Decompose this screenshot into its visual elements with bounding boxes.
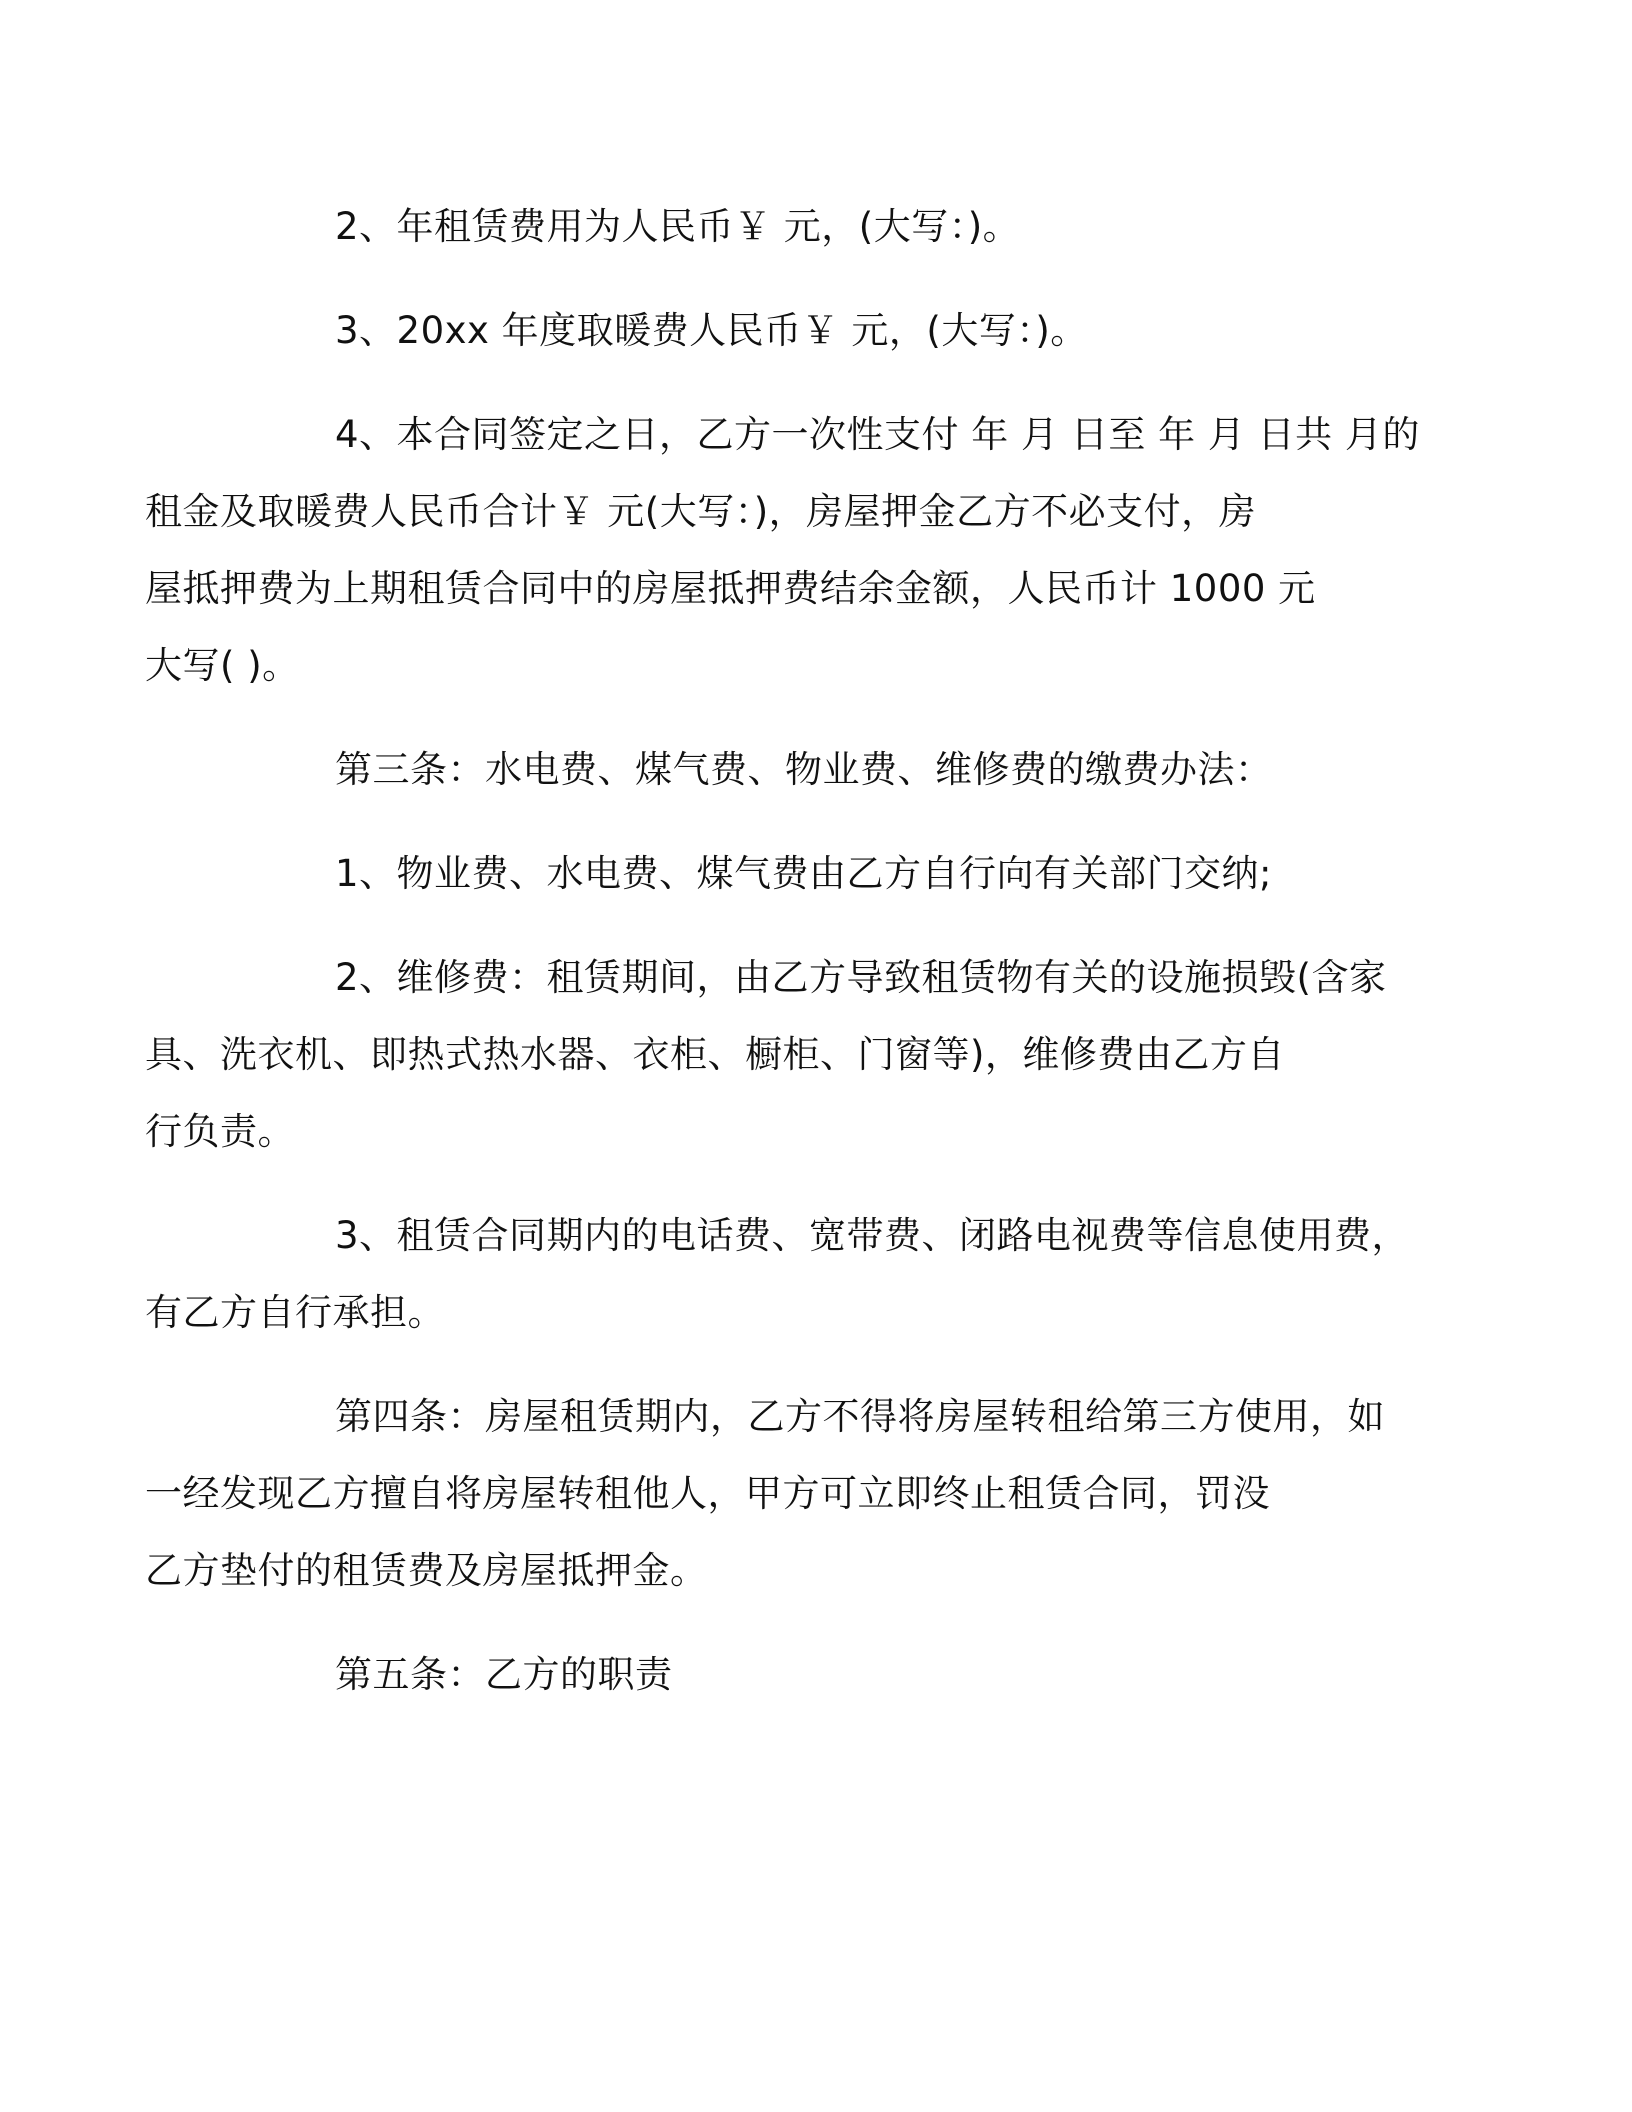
article-five-heading	[240, 1636, 1390, 1713]
text-line: 具、洗衣机、即热式热水器、衣柜、橱柜、门窗等)，维修费由乙方自	[145, 1033, 1285, 1076]
clause-annual-rent	[240, 188, 1390, 265]
clause-telecom-fees	[145, 1197, 1410, 1351]
text-line: 第四条：房屋租赁期内，乙方不得将房屋转租给第三方使用，如	[335, 1395, 1385, 1438]
text-line: 4、本合同签定之日，乙方一次性支付 年 月 日至 年 月 日共 月的	[335, 413, 1420, 456]
clause-payment	[145, 396, 1420, 704]
text-line: 行负责。	[145, 1110, 295, 1153]
text-line: 第五条：乙方的职责	[335, 1653, 673, 1696]
text-line: 3、20xx 年度取暖费人民币￥ 元，(大写：)。	[335, 309, 1088, 352]
text-line: 有乙方自行承担。	[145, 1291, 445, 1334]
text-line: 1、物业费、水电费、煤气费由乙方自行向有关部门交纳;	[335, 852, 1273, 895]
text-line: 大写( )。	[145, 644, 300, 687]
text-line: 一经发现乙方擅自将房屋转租他人，甲方可立即终止租赁合同，罚没	[145, 1472, 1270, 1515]
article-three-heading	[240, 731, 1390, 808]
text-line: 屋抵押费为上期租赁合同中的房屋抵押费结余金额，人民币计 1000 元	[145, 567, 1316, 610]
article-four	[145, 1378, 1390, 1609]
clause-heating-fee	[240, 292, 1390, 369]
clause-repair-fees	[145, 939, 1390, 1170]
text-line: 2、年租赁费用为人民币￥ 元，(大写：)。	[335, 205, 1021, 248]
text-line: 2、维修费：租赁期间，由乙方导致租赁物有关的设施损毁(含家	[335, 956, 1387, 999]
text-line: 3、租赁合同期内的电话费、宽带费、闭路电视费等信息使用费，	[335, 1214, 1410, 1257]
text-line: 租金及取暖费人民币合计￥ 元(大写：)，房屋押金乙方不必支付，房	[145, 490, 1257, 533]
clause-utility-fees	[240, 835, 1390, 912]
document-body	[145, 188, 1420, 1740]
text-line: 乙方垫付的租赁费及房屋抵押金。	[145, 1549, 708, 1592]
text-line: 第三条：水电费、煤气费、物业费、维修费的缴费办法：	[335, 748, 1273, 791]
